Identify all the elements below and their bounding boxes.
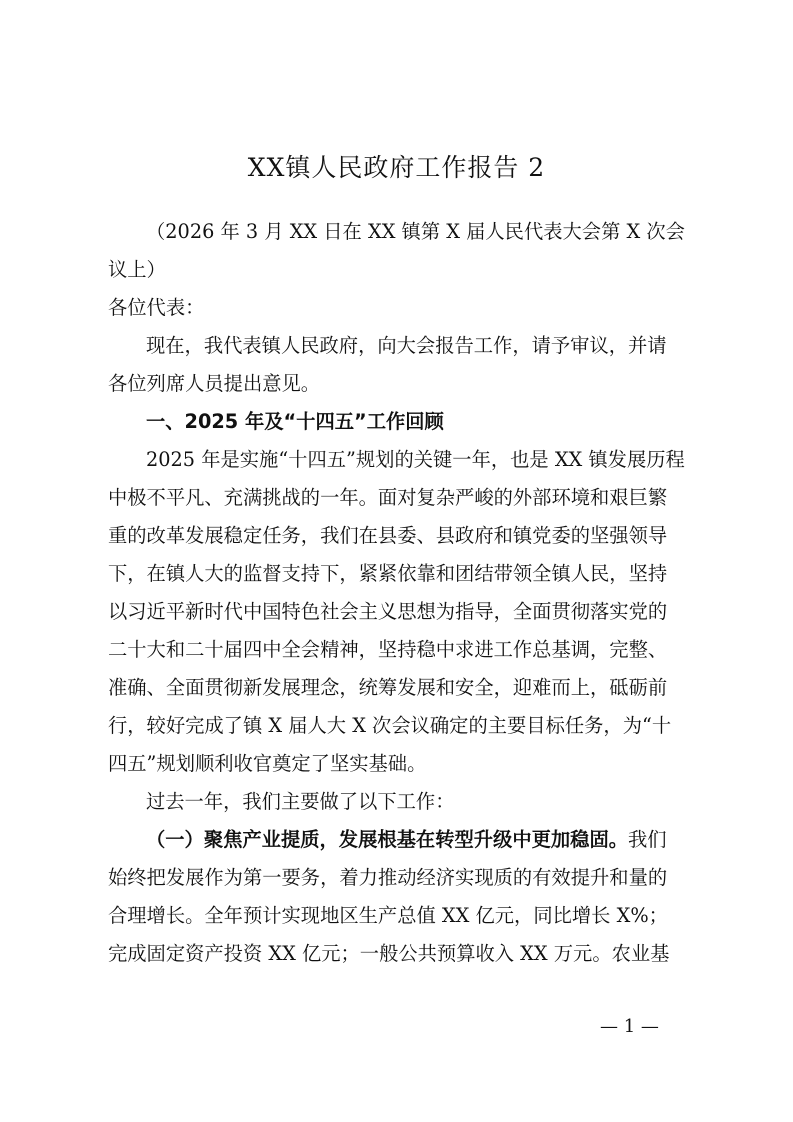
subsection-line bbox=[108, 821, 698, 859]
intro-line: 各位列席人员提出意见。 bbox=[108, 372, 321, 395]
section-heading: 一、2025 年及“十四五”工作回顾 bbox=[146, 410, 444, 433]
subsection-tail: 我们 bbox=[628, 828, 667, 851]
document-title: XX镇人民政府工作报告 2 bbox=[247, 153, 546, 182]
paragraph-line: 2025 年是实施“十四五”规划的关键一年，也是 XX 镇发展历程 bbox=[146, 448, 685, 471]
paragraph-line: 重的改革发展稳定任务，我们在县委、县政府和镇党委的坚强领导 bbox=[108, 524, 668, 547]
paragraph-line: 以习近平新时代中国特色社会主义思想为指导，全面贯彻落实党的 bbox=[108, 600, 668, 623]
paragraph-line: 合理增长。全年预计实现地区生产总值 XX 亿元，同比增长 X%； bbox=[108, 904, 668, 927]
paragraph-line: 准确、全面贯彻新发展理念，统筹发展和安全，迎难而上，砥砺前 bbox=[108, 676, 668, 699]
intro-line: 现在，我代表镇人民政府，向大会报告工作，请予审议，并请 bbox=[146, 334, 667, 357]
page-number: — 1 — bbox=[600, 1016, 659, 1037]
document-body bbox=[108, 213, 698, 973]
subtitle-line: （2026 年 3 月 XX 日在 XX 镇第 X 届人民代表大会第 X 次会 bbox=[146, 220, 685, 243]
paragraph-line: 下，在镇人大的监督支持下，紧紧依靠和团结带领全镇人民，坚持 bbox=[108, 562, 668, 585]
salutation: 各位代表： bbox=[108, 296, 205, 319]
paragraph-line: 始终把发展作为第一要务，着力推动经济实现质的有效提升和量的 bbox=[108, 866, 668, 889]
paragraph-line: 中极不平凡、充满挑战的一年。面对复杂严峻的外部环境和艰巨繁 bbox=[108, 486, 668, 509]
subtitle-line: 议上） bbox=[108, 258, 166, 281]
subsection-heading: （一）聚焦产业提质，发展根基在转型升级中更加稳固。 bbox=[146, 828, 629, 851]
paragraph-line: 二十大和二十届四中全会精神，坚持稳中求进工作总基调，完整、 bbox=[108, 638, 668, 661]
paragraph-line: 四五”规划顺利收官奠定了坚实基础。 bbox=[108, 752, 427, 775]
paragraph-line: 过去一年，我们主要做了以下工作： bbox=[146, 790, 455, 813]
paragraph-line: 行，较好完成了镇 X 届人大 X 次会议确定的主要目标任务，为“十 bbox=[108, 714, 672, 737]
paragraph-line: 完成固定资产投资 XX 亿元；一般公共预算收入 XX 万元。农业基 bbox=[108, 942, 670, 965]
